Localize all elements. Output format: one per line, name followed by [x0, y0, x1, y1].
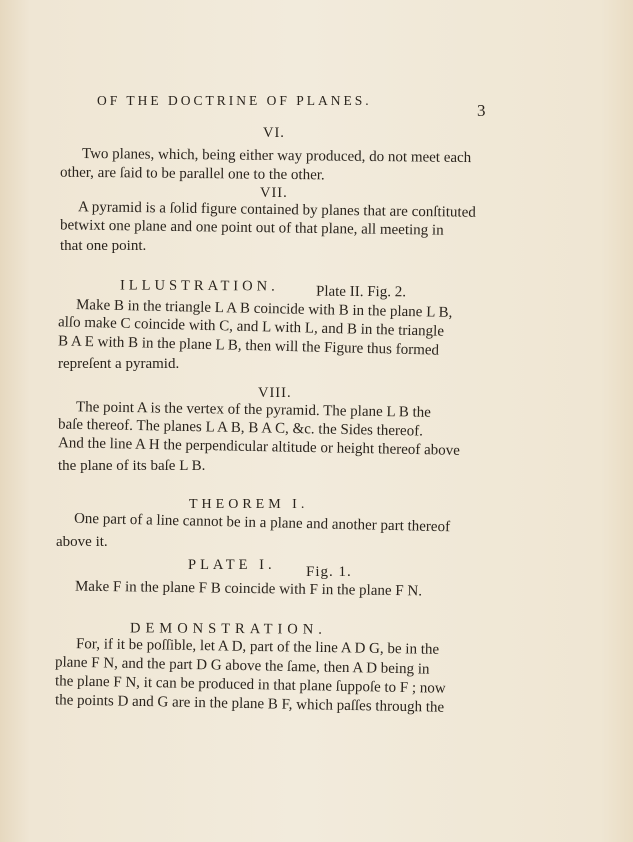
- text-line: plane F N, and the part D G above the ſame, then A D being in: [54, 654, 430, 678]
- definition-numeral-vi: VI.: [263, 125, 285, 141]
- text-line: A pyramid is a ſolid figure contained by planes that are conſtituted: [77, 199, 476, 221]
- text-line: Make F in the plane F B coincide with F in the plane F N.: [74, 578, 423, 600]
- text-line: betwixt one plane and one point out of that plane, all meeting in: [59, 217, 444, 239]
- text-line: One part of a line cannot be in a plane and another part thereof: [73, 510, 451, 536]
- text-line: the plane of its baſe L B.: [58, 458, 206, 474]
- text-line: And the line A H the perpendicular altitude or height thereof above: [57, 435, 461, 459]
- plate-reference: Plate II. Fig. 2.: [315, 283, 407, 301]
- figure-reference: Fig. 1.: [306, 564, 352, 580]
- text-line: repreſent a pyramid.: [58, 356, 180, 372]
- text-line: B A E with B in the plane L B, then will the Figure thus formed: [57, 333, 440, 359]
- text-line: above it.: [56, 534, 108, 550]
- text-line: that one point.: [60, 238, 147, 254]
- running-title: OF THE DOCTRINE OF PLANES.: [97, 93, 372, 108]
- illustration-heading: ILLUSTRATION.: [119, 277, 279, 295]
- text-line: Make B in the triangle L A B coincide with B in the plane L B,: [75, 297, 453, 321]
- text-line: the plane F N, it can be produced in that plane ſuppoſe to F ; now: [54, 673, 446, 697]
- plate-heading: PLATE I.: [188, 557, 276, 573]
- text-line: other, are ſaid to be parallel one to the other.: [59, 164, 325, 184]
- demonstration-heading: DEMONSTRATION.: [129, 620, 327, 638]
- page-number: 3: [477, 101, 486, 120]
- text-line: For, if it be poſſible, let A D, part of the line A D G, be in the: [75, 636, 440, 658]
- theorem-heading: THEOREM I.: [189, 497, 309, 512]
- text-line: the points D and G are in the plane B F, which paſſes through the: [54, 692, 445, 716]
- definition-numeral-viii: VIII.: [258, 385, 292, 401]
- text-line: baſe thereof. The planes L A B, B A C, &c. the Sides thereof.: [57, 416, 424, 440]
- definition-numeral-vii: VII.: [260, 185, 288, 201]
- text-line: alſo make C coincide with C, and L with L, and B in the triangle: [57, 314, 445, 340]
- text-line: Two planes, which, being either way produced, do not meet each: [81, 145, 472, 167]
- text-line: The point A is the vertex of the pyramid. The plane L B the: [75, 399, 432, 421]
